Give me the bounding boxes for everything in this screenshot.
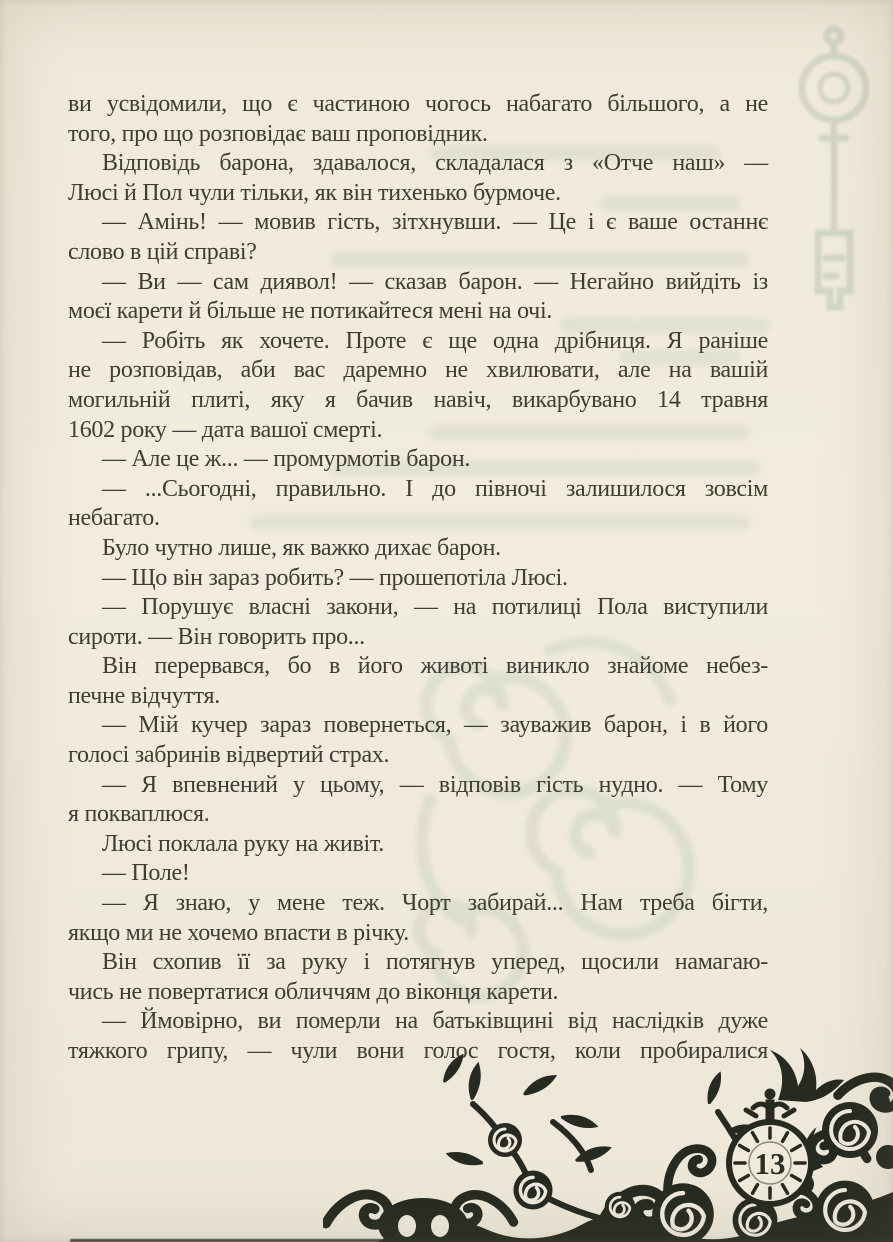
text-line: не розповідав, аби вас даремно не хвилювати, але на вашій — [68, 357, 768, 384]
text-line: моєї карети й більше не потикайтеся мені на очі. — [68, 298, 553, 325]
text-line: Люсі й Пол чули тільки, як він тихенько бурмоче. — [68, 179, 561, 206]
text-line: Він перервався, бо в його животі виникло знайоме небез- — [102, 653, 768, 680]
text-line: Відповідь барона, здавалося, складалася з «Отче наш» — — [102, 150, 768, 177]
text-line: Він схопив її за руку і потягнув уперед, щосили намагаю- — [102, 949, 768, 976]
text-line: Було чутно лише, як важко дихає барон. — [102, 534, 501, 561]
text-line: — Ви — сам диявол! — сказав барон. — Негайно вийдіть із — [102, 268, 768, 295]
floral-ornament — [323, 1042, 893, 1242]
text-line: тяжкого грипу, — чули вони голос гостя, коли пробиралися — [68, 1038, 768, 1064]
page-number: 13 — [754, 1146, 786, 1181]
text-line: я покваплюся. — [68, 801, 210, 828]
text-line: 1602 року — дата вашої смерті. — [68, 416, 383, 443]
text-line: того, про що розповідає ваш проповідник. — [68, 120, 488, 147]
text-line: — Порушує власні закони, — на потилиці Пола виступили — [102, 594, 768, 621]
text-line: — Що він зараз робить? — прошепотіла Люсі. — [102, 564, 568, 591]
page-text — [68, 90, 768, 1067]
text-line: — Робіть як хочете. Проте є ще одна дрібниця. Я раніше — [102, 327, 768, 354]
text-line: — ...Сьогодні, правильно. І до півночі залишилося зовсім — [102, 475, 768, 502]
text-line: — Я знаю, у мене теж. Чорт забирай... Нам треба бігти, — [102, 890, 768, 917]
text-line: ви усвідомили, що є частиною чогось набагато більшого, а не — [68, 91, 768, 117]
text-line: — Мій кучер зараз повернеться, — зауважив барон, і в його — [102, 712, 768, 739]
text-line: — Я впевнений у цьому, — відповів гість нудно. — Тому — [102, 771, 768, 798]
text-line: слово в цій справі? — [68, 238, 257, 265]
text-line: небагато. — [68, 505, 160, 532]
text-line: — Поле! — [102, 860, 190, 887]
text-line: печне відчуття. — [68, 682, 220, 709]
text-line: сироти. — Він говорить про... — [68, 623, 365, 650]
text-line: могильній плиті, яку я бачив навіч, викарбувано 14 травня — [68, 386, 768, 413]
text-line: — Амінь! — мовив гість, зітхнувши. — Це і є ваше останнє — [102, 209, 768, 236]
text-line: чись не повертатися обличчям до віконця карети. — [68, 978, 559, 1005]
text-line: — Але це ж... — промурмотів барон. — [102, 446, 471, 473]
clock-icon — [729, 1122, 811, 1204]
text-line: якщо ми не хочемо впасти в річку. — [68, 919, 409, 946]
text-line: — Ймовірно, ви померли на батьківщині від наслідків дуже — [102, 1008, 768, 1035]
text-line: Люсі поклала руку на живіт. — [102, 830, 385, 857]
text-line: голосі забринів відвертий страх. — [68, 742, 390, 769]
key-watermark-icon — [788, 18, 880, 338]
